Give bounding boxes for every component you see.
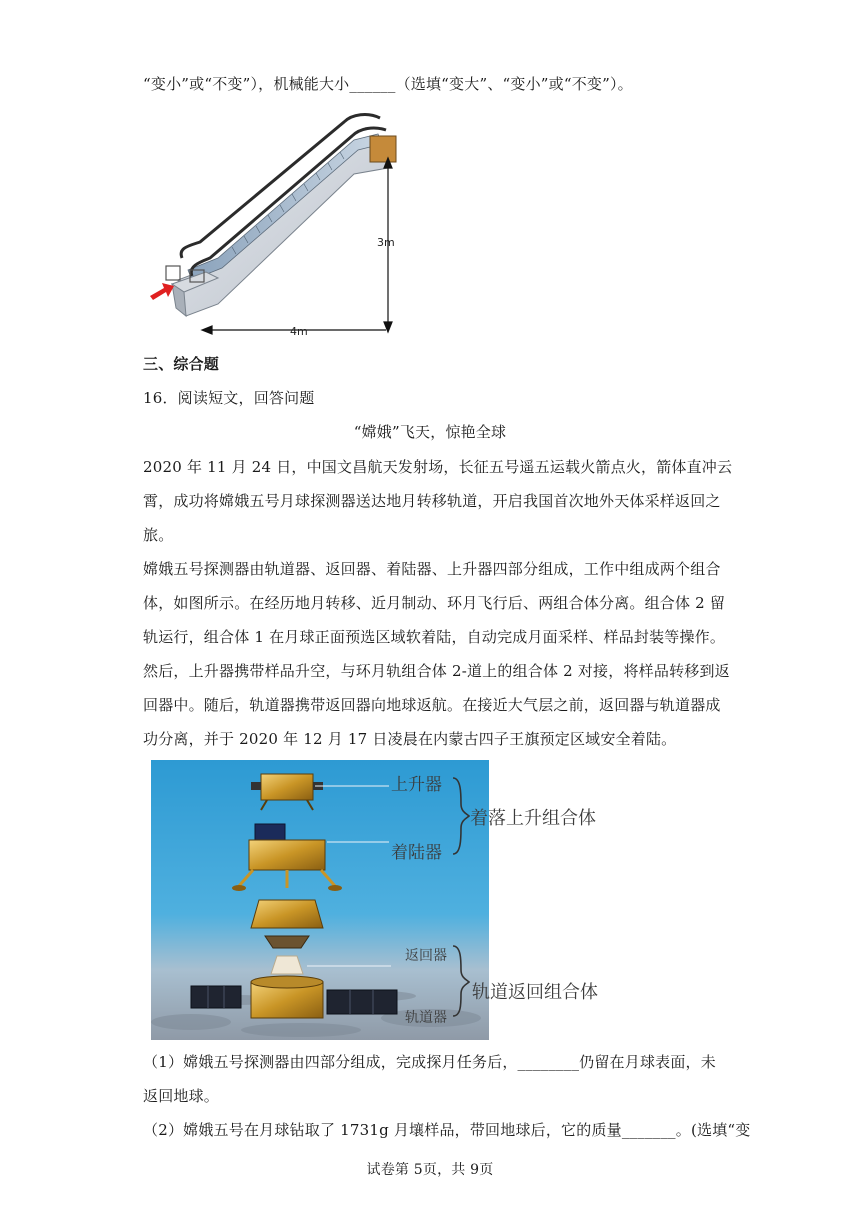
article-title: “嫦娥”飞天，惊艳全球 bbox=[353, 423, 507, 441]
question-1-line: 返回地球。 bbox=[143, 1087, 220, 1105]
paragraph-1-line: 2020 年 11 月 24 日，中国文昌航天发射场，长征五号遥五运载火箭点火，箭体直冲云 bbox=[143, 458, 733, 476]
group1-side-label: 着落上升组合体 bbox=[470, 808, 596, 829]
group2-side-label: 轨道返回组合体 bbox=[472, 982, 598, 1003]
question-continuation-line: “变小”或“不变”），机械能大小______（选填“变大”、“变小”或“不变”）。 bbox=[143, 75, 633, 93]
page-footer: 试卷第 5页，共 9页 bbox=[366, 1162, 494, 1178]
question-2-line: （2）嫦娥五号在月球钻取了 1731g 月壤样品，带回地球后，它的质量_______。(选填“变 bbox=[143, 1121, 751, 1139]
section-heading: 三、综合题 bbox=[143, 355, 220, 373]
ascender-label: 上升器 bbox=[391, 775, 442, 795]
height-label: 3m bbox=[377, 236, 395, 249]
adapter-module bbox=[251, 900, 323, 928]
paragraph-2-line: 体，如图所示。在经历地月转移、近月制动、环月飞行后、两组合体分离。组合体 2 留 bbox=[143, 594, 726, 612]
orbiter-label: 轨道器 bbox=[405, 1010, 447, 1026]
question-16-stem: 16．阅读短文，回答问题 bbox=[143, 389, 315, 407]
change5-components-figure bbox=[151, 760, 489, 1040]
lander-label: 着陆器 bbox=[391, 843, 442, 863]
paragraph-2-line: 轨运行，组合体 1 在月球正面预选区域软着陆，自动完成月面采样、样品封装等操作。 bbox=[143, 628, 726, 646]
red-arrow-icon bbox=[150, 283, 174, 300]
paragraph-2-line: 回器中。随后，轨道器携带返回器向地球返航。在接近大气层之前，返回器与轨道器成 bbox=[143, 696, 721, 714]
width-label: 4m bbox=[290, 325, 308, 338]
paragraph-2-line: 功分离，并于 2020 年 12 月 17 日凌晨在内蒙古四子王旗预定区域安全着陆。 bbox=[143, 730, 677, 748]
paragraph-2-line: 嫦娥五号探测器由轨道器、返回器、着陆器、上升器四部分组成，工作中组成两个组合 bbox=[143, 560, 721, 578]
escalator-body bbox=[166, 115, 396, 316]
returner-module bbox=[271, 956, 303, 974]
paragraph-2-line: 然后，上升器携带样品升空，与环月轨组合体 2-道上的组合体 2 对接，将样品转移到返 bbox=[143, 662, 730, 680]
escalator-figure bbox=[148, 108, 410, 348]
returner-label: 返回器 bbox=[405, 948, 447, 964]
paragraph-1-line: 霄，成功将嫦娥五号月球探测器送达地月转移轨道，开启我国首次地外天体采样返回之 bbox=[143, 492, 721, 510]
question-1-line: （1）嫦娥五号探测器由四部分组成，完成探月任务后，________仍留在月球表面，未 bbox=[143, 1053, 716, 1071]
docking-module bbox=[265, 936, 309, 948]
paragraph-1-line: 旅。 bbox=[143, 526, 174, 544]
